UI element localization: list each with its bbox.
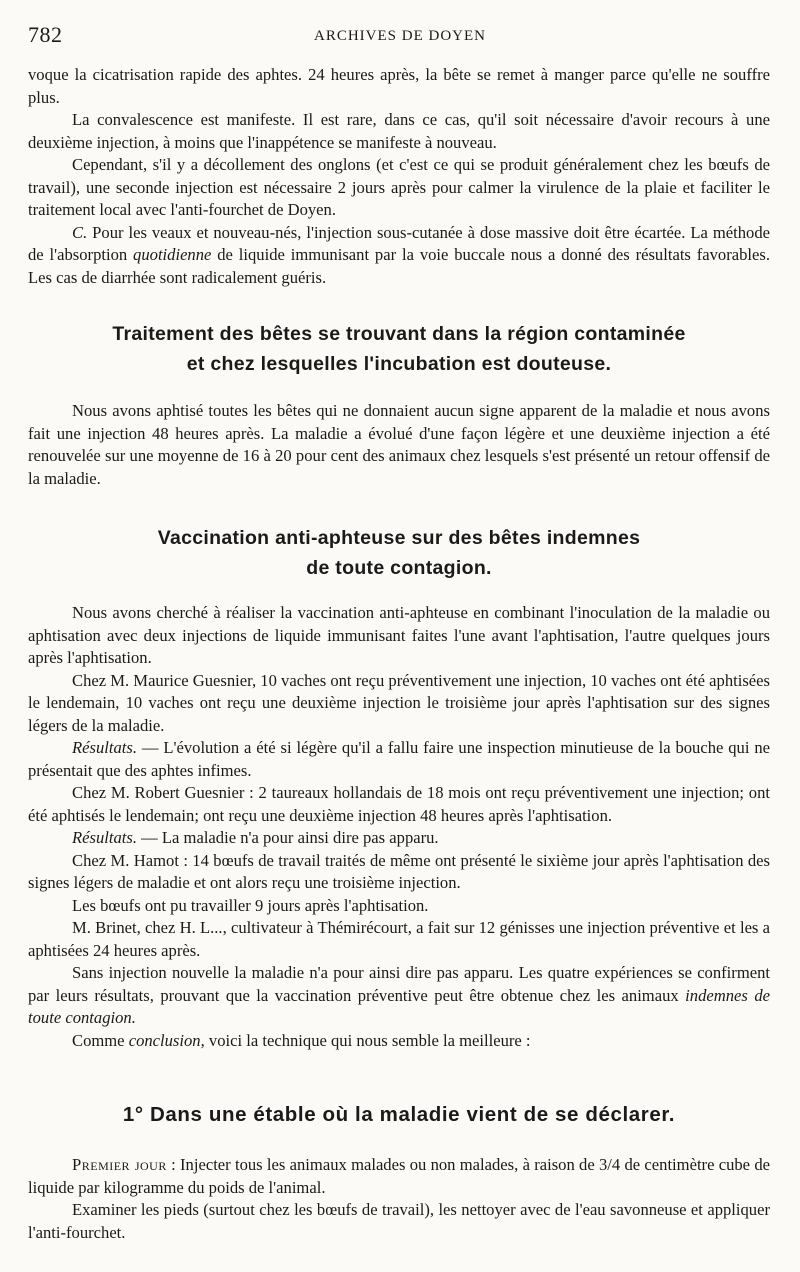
paragraph-premier-jour: Premier jour : Injecter tous les animaux malades ou non malades, à raison de 3/4 de centimètre cube de liquide par kilogramme du poids de l'animal. — [28, 1155, 770, 1197]
paragraph-sans-injection: Sans injection nouvelle la maladie n'a pour ainsi dire pas apparu. Les quatre expériences se confirment par leurs résultats, prouvant que la vaccination préventive peut être obtenue chez les animaux indemnes de toute contagion. — [28, 963, 771, 1027]
paragraph-method: Nous avons cherché à réaliser la vaccination anti-aphteuse en combinant l'inoculation de la maladie ou aphtisation avec deux injections de liquide immunisant faites l'une avant l'aphtisation, l'autre quelques jours après l'aphtisation. — [28, 603, 770, 667]
section-vaccination-text — [28, 602, 770, 1052]
section-heading-vaccination: Vaccination anti-aphteuse sur des bêtes indemnes de toute contagion. — [157, 527, 641, 579]
paragraph-hamot: Chez M. Hamot : 14 bœufs de travail traités de même ont présenté le sixième jour après l'aphtisation des signes légers de maladie et ont alors reçu une troisième injection. — [28, 850, 770, 892]
paragraph-conclusion: Comme conclusion, voici la technique qui nous semble la meilleure : — [72, 1030, 531, 1050]
paragraph-onglons: Cependant, s'il y a décollement des onglons (et c'est ce qui se produit généralement chez les bœufs de travail), une seconde injection est nécessaire 2 jours après pour calmer la virulence de la plaie et faciliter le traitement local avec l'anti-fourchet de Doyen. — [28, 155, 770, 219]
paragraph-robert-guesnier: Chez M. Robert Guesnier : 2 taureaux hollandais de 18 mois ont reçu préventivement une injection; ont été aphtisés le lendemain; ont reçu une deuxième injection 48 heures après l'aphtisation. — [28, 783, 770, 825]
paragraph-examiner-pieds: Examiner les pieds (surtout chez les bœufs de travail), les nettoyer avec de l'eau savonneuse et appliquer l'anti-fourchet. — [28, 1200, 770, 1242]
paragraph-maurice-guesnier: Chez M. Maurice Guesnier, 10 vaches ont reçu préventivement une injection, 10 vaches ont été aphtisées le lendemain, 10 vaches ont reçu une deuxième injection le troisième jour après l'aphtisation sur des signes légers de la maladie. — [28, 670, 770, 735]
paragraph-continuation: voque la cicatrisation rapide des aphtes. 24 heures après, la bête se remet à manger parce qu'elle ne souffre plus. — [28, 65, 770, 107]
running-head — [28, 22, 772, 50]
page-number: 782 — [28, 22, 63, 47]
paragraph-resultats-1: Résultats. — L'évolution a été si légère qu'il a fallu faire une inspection minutieuse de la bouche qui ne présentait que des aphtes infimes. — [28, 738, 770, 780]
section-heading-traitement: Traitement des bêtes se trouvant dans la région contaminée et chez lesquelles l'incubation est douteuse. — [112, 323, 686, 375]
section-heading-etable: 1° Dans une étable où la maladie vient de se déclarer. — [122, 1103, 676, 1126]
section-traitement-text — [28, 400, 770, 490]
section-etable-text — [28, 1154, 770, 1244]
paragraph-aphtisation: Nous avons aphtisé toutes les bêtes qui ne donnaient aucun signe apparent de la maladie et nous avons fait une injection 48 heures après. La maladie a évolué d'une façon légère et une deuxième injection a été renouvelée sur une moyenne de 16 à 20 pour cent des animaux chez lesquels s'est présenté un retour offensif de la maladie. — [28, 401, 770, 488]
item-label: C. — [72, 222, 88, 242]
paragraph-boeufs-travail: Les bœufs ont pu travailler 9 jours après l'aphtisation. — [72, 895, 429, 915]
journal-title: ARCHIVES DE DOYEN — [314, 28, 486, 44]
paragraph-resultats-2: Résultats. — La maladie n'a pour ainsi dire pas apparu. — [72, 828, 439, 847]
paragraph-veaux: C. Pour les veaux et nouveau-nés, l'injection sous-cutanée à dose massive doit être écartée. La méthode de l'absorption quotidienne de liquide immunisant par la voie buccale nous a donné des résultats favorables. Les cas de diarrhée sont radicalement guéris. — [28, 222, 770, 287]
paragraph-convalescence: La convalescence est manifeste. Il est rare, dans ce cas, qu'il soit nécessaire d'avoir recours à une deuxième injection, à moins que l'inappétence se manifeste à nouveau. — [28, 110, 770, 152]
intro-text — [28, 64, 770, 289]
paragraph-brinet: M. Brinet, chez H. L..., cultivateur à Thémirécourt, a fait sur 12 génisses une injection préventive et les a aphtisées 24 heures après. — [28, 918, 770, 960]
